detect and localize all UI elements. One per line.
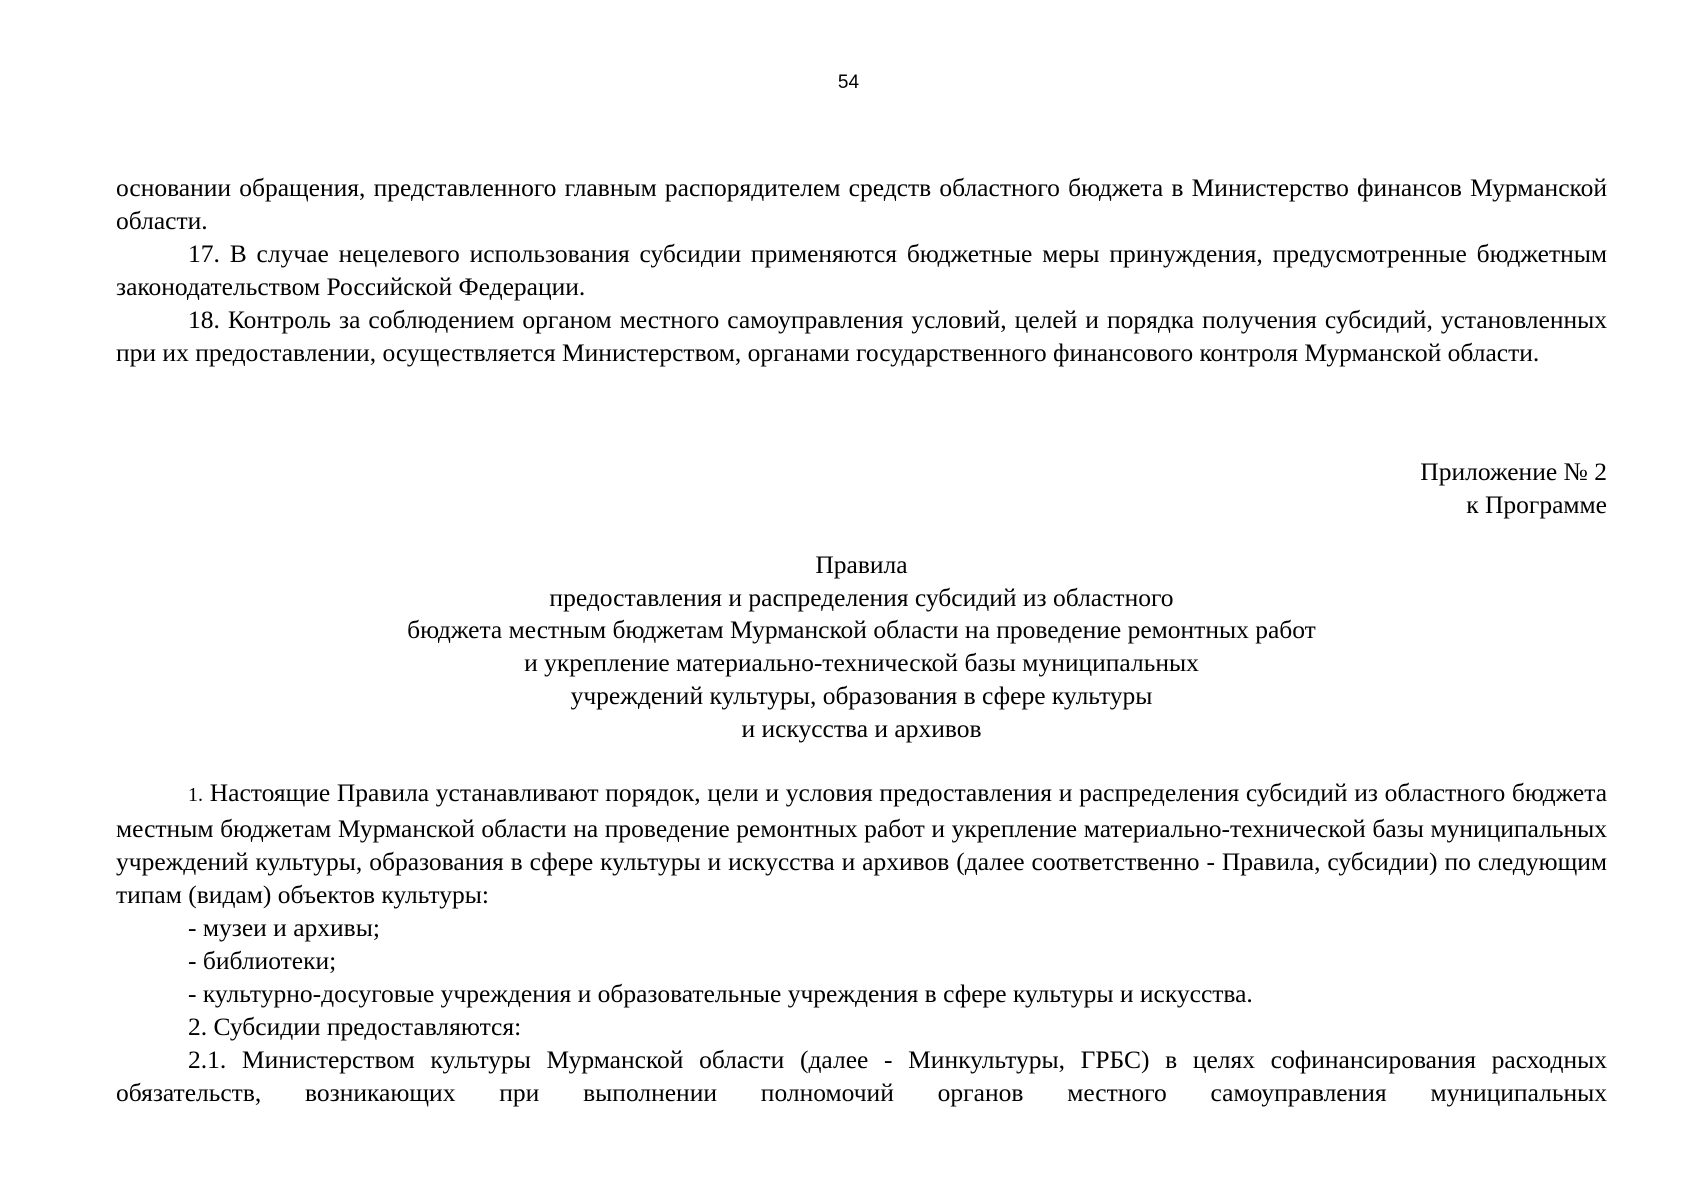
appendix-reference (1420, 455, 1607, 521)
paragraph-continuation: основании обращения, представленного главным распорядителем средств областного бюджета в Министерство финансов Мурманской области. (116, 173, 1607, 235)
title-line: Правила (815, 550, 908, 579)
paragraph-18: 18. Контроль за соблюдением органом местного самоуправления условий, целей и порядка получения субсидий, установленных при их предоставлении, осуществляется Министерством, органами государственного финансового контроля Мурманской области. (116, 305, 1607, 367)
title-line: и искусства и архивов (741, 713, 982, 743)
rules-body (116, 776, 1607, 1109)
appendix-target: к Программе (1466, 490, 1607, 519)
appendix-number: Приложение № 2 (1420, 457, 1607, 486)
title-line: учреждений культуры, образования в сфере культуры (570, 680, 1153, 710)
paragraph-17: 17. В случае нецелевого использования субсидии применяются бюджетные меры принуждения, предусмотренные бюджетным законодательством Российской Федерации. (116, 239, 1607, 301)
title-line: предоставления и распределения субсидий из областного (549, 582, 1174, 612)
paragraph-1 (116, 776, 1607, 911)
paragraph-1-number: 1. (188, 784, 203, 806)
paragraph-2-1: 2.1. Министерством культуры Мурманской области (далее - Минкультуры, ГРБС) в целях софинансирования расходных обязательств, возникающих при выполнении полномочий органов местного самоуправления муниципальных (116, 1045, 1607, 1107)
title-line: и укрепление материально-технической базы муниципальных (524, 648, 1199, 678)
page-number: 54 (837, 72, 860, 93)
list-item: - музеи и архивы; (188, 913, 380, 942)
paragraph-2: 2. Субсидии предоставляются: (188, 1012, 522, 1041)
rules-title (116, 549, 1607, 745)
list-item: - библиотеки; (188, 946, 337, 975)
continuation-section (116, 171, 1607, 369)
list-item: - культурно-досуговые учреждения и образовательные учреждения в сфере культуры и искусства. (188, 979, 1253, 1008)
title-line: бюджета местным бюджетам Мурманской области на проведение ремонтных работ (407, 615, 1316, 645)
paragraph-1-text: Настоящие Правила устанавливают порядок, цели и условия предоставления и распределения субсидий из областного бюджета местным бюджетам Мурманской области на проведение ремонтных работ и укрепление материально-технической базы муниципальных учреждений культуры, образования в сфере культуры и искусства и архивов (далее соответственно - Правила, субсидии) по следующим типам (видам) объектов культуры: (116, 778, 1608, 909)
